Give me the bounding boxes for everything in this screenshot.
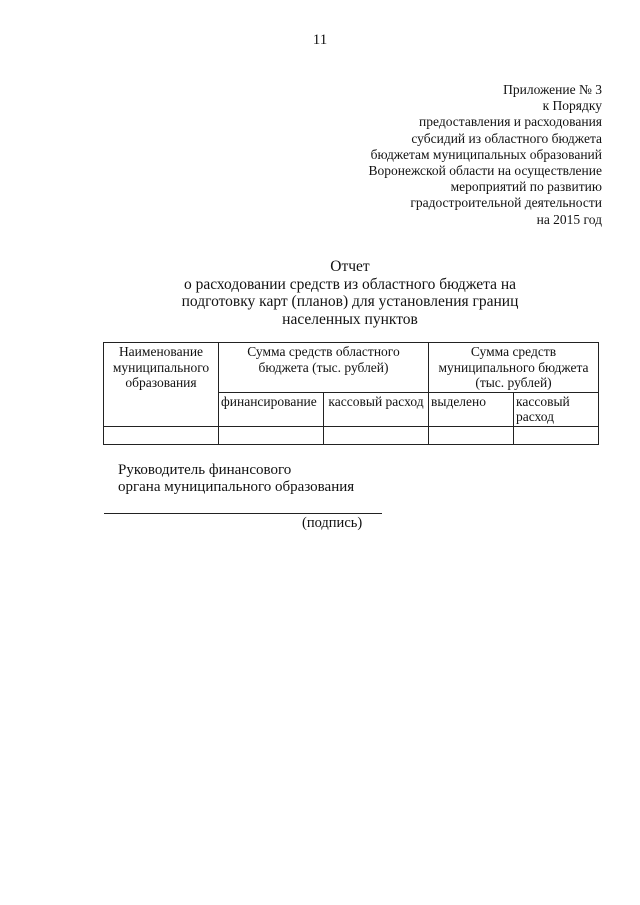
signature-line (104, 513, 382, 514)
table-cell (324, 426, 429, 444)
signatory-title-line: органа муниципального образования (118, 479, 355, 495)
signature-block (118, 462, 354, 496)
appendix-line: мероприятий по развитию (450, 179, 602, 195)
page-number: 11 (312, 32, 328, 48)
title-line: Отчет (330, 258, 370, 275)
appendix-line: Приложение № 3 (503, 82, 602, 97)
appendix-line: предоставления и расходования (419, 114, 602, 130)
signatory-title-line: Руководитель финансового (118, 462, 292, 478)
subheader-financing: финансирование (219, 392, 324, 426)
table-cell (219, 426, 324, 444)
subheader-cash-expense-municipal: кассовый расход (514, 392, 599, 426)
appendix-line: к Порядку (542, 98, 602, 114)
header-municipal-budget: Сумма средств муниципального бюджета (тыс. рублей) (429, 343, 599, 393)
appendix-header (369, 82, 603, 228)
subheader-allocated: выделено (429, 392, 514, 426)
table-row (104, 426, 599, 444)
table-cell (429, 426, 514, 444)
table-cell (104, 426, 219, 444)
table-header-row (104, 343, 599, 393)
signature-caption: (подпись) (302, 515, 363, 531)
title-line: о расходовании средств из областного бюджета на (183, 275, 517, 293)
report-table (103, 342, 599, 445)
appendix-line: градостроительной деятельности (410, 195, 602, 211)
report-title (100, 258, 600, 328)
header-municipality-name: Наименование муниципального образования (104, 343, 219, 427)
subheader-cash-expense-regional: кассовый расход (324, 392, 429, 426)
title-line: подготовку карт (планов) для установления границ (181, 293, 519, 310)
table-cell (514, 426, 599, 444)
appendix-line: субсидий из областного бюджета (411, 130, 602, 146)
header-regional-budget: Сумма средств областного бюджета (тыс. рублей) (219, 343, 429, 393)
appendix-line: Воронежской области на осуществление (368, 163, 602, 179)
appendix-line: бюджетам муниципальных образований (370, 146, 602, 162)
title-line: населенных пунктов (282, 310, 418, 328)
appendix-line: на 2015 год (536, 211, 602, 227)
